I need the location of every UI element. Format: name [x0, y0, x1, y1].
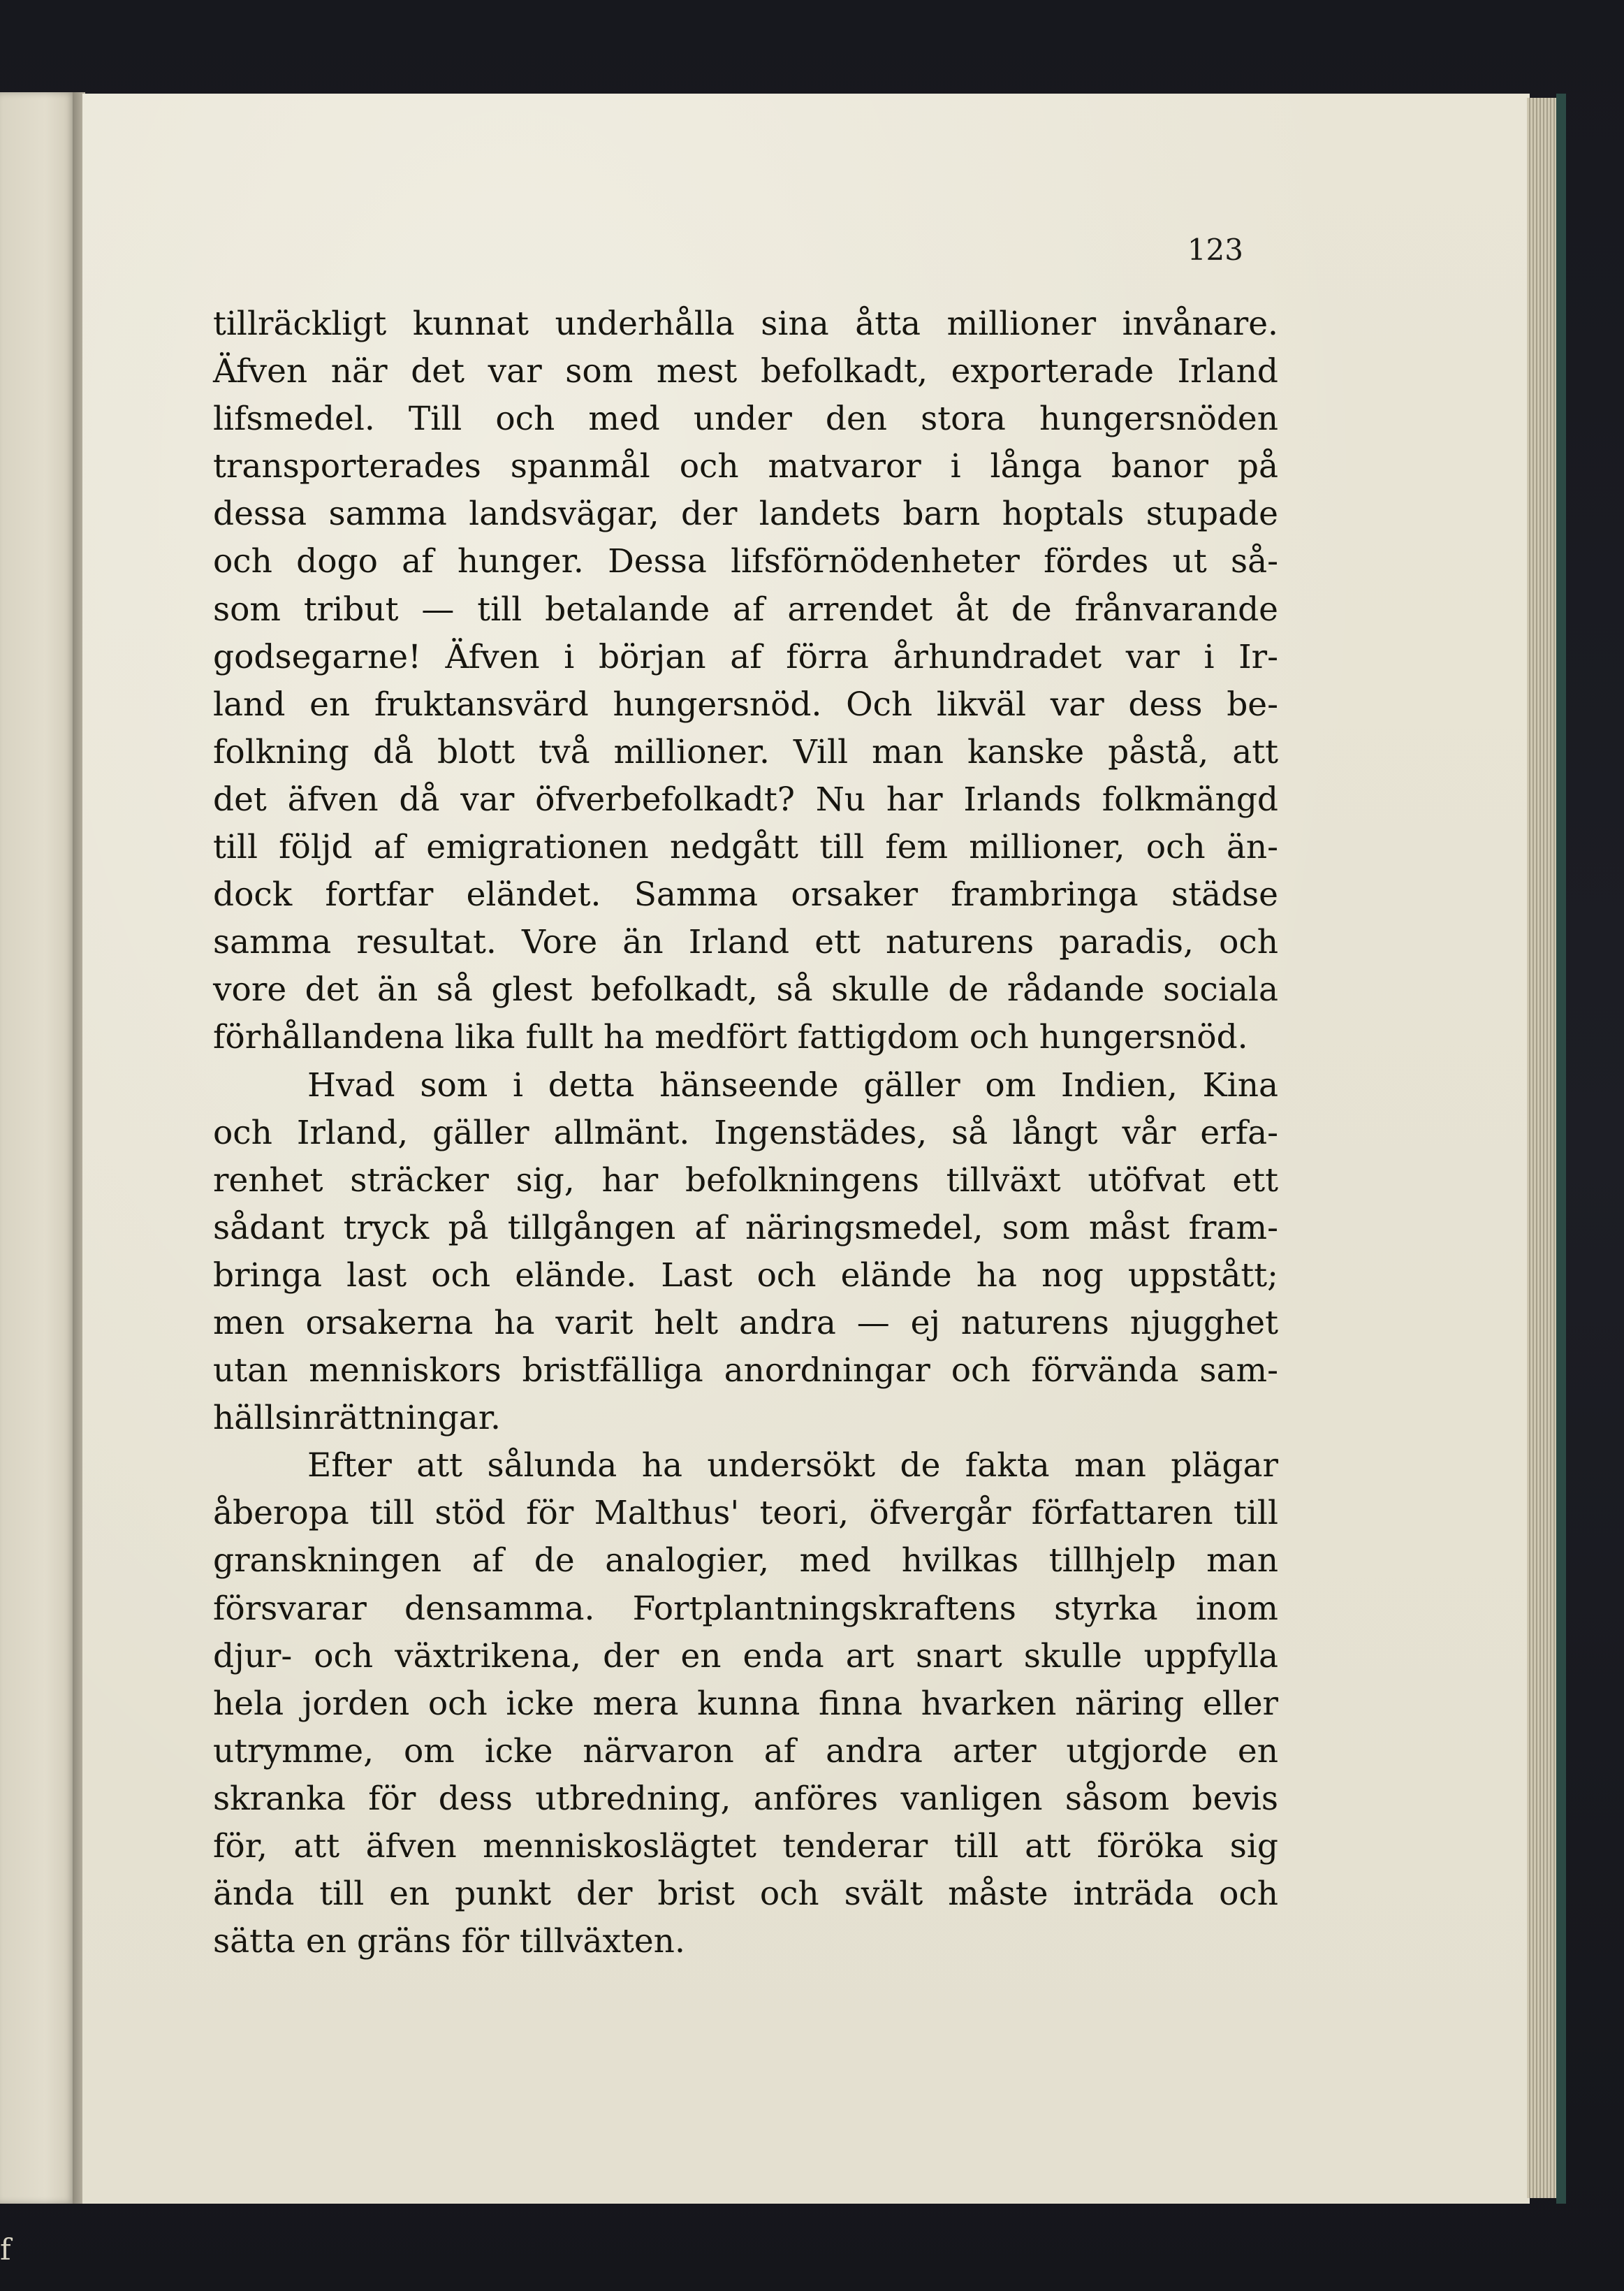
text-line: djur- och växtrikena, der en enda art snart skulle uppfylla	[213, 1636, 1278, 1675]
text-line: land en fruktansvärd hungersnöd. Och likväl var dess be-	[213, 685, 1278, 724]
text-line: vore det än så glest befolkadt, så skulle de rådande sociala	[213, 970, 1278, 1010]
text-line: lifsmedel. Till och med under den stora hungersnöden	[213, 400, 1278, 439]
text-line: dock fortfar eländet. Samma orsaker frambringa städse	[213, 875, 1278, 915]
body-text	[213, 300, 1278, 1965]
text-line: dessa samma landsvägar, der landets barn hoptals stupade	[213, 495, 1278, 534]
paragraph-end-line: hällsinrättningar.	[213, 1399, 501, 1438]
text-line: till följd af emigrationen nedgått till fem millioner, och än-	[213, 828, 1278, 867]
paragraph-end-line: förhållandena lika fullt ha medfört fattigdom och hungersnöd.	[213, 1018, 1248, 1057]
page-stack-edges	[1527, 98, 1558, 2198]
text-line: hela jorden och icke mera kunna finna hvarken näring eller	[213, 1684, 1278, 1723]
text-line: och dogo af hunger. Dessa lifsförnödenheter fördes ut så-	[213, 542, 1278, 581]
paragraph-start-line: Efter att sålunda ha undersökt de fakta man plägar	[307, 1446, 1278, 1485]
text-line: folkning då blott två millioner. Vill man kanske påstå, att	[213, 732, 1278, 771]
text-line: sådant tryck på tillgången af näringsmedel, som måst fram-	[213, 1208, 1278, 1247]
text-line: tillräckligt kunnat underhålla sina åtta millioner invånare.	[213, 305, 1278, 343]
text-line: försvarar densamma. Fortplantningskraftens styrka inom	[213, 1589, 1278, 1628]
page-number: 123	[1187, 233, 1243, 267]
scan-margin-mark: f	[0, 2232, 11, 2267]
text-line: som tribut — till betalande af arrendet åt de frånvarande	[213, 590, 1278, 629]
text-line: transporterades spanmål och matvaror i långa banor på	[213, 447, 1278, 486]
text-line: utan menniskors bristfälliga anordningar och förvända sam-	[213, 1351, 1278, 1390]
facing-page-edge	[0, 92, 75, 2204]
text-line: skranka för dess utbredning, anföres vanligen såsom bevis	[213, 1779, 1278, 1818]
text-line: granskningen af de analogier, med hvilkas tillhjelp man	[213, 1541, 1278, 1580]
text-line: det äfven då var öfverbefolkadt? Nu har Irlands folkmängd	[213, 780, 1278, 819]
paragraph-end-line: sätta en gräns för tillväxten.	[213, 1922, 685, 1961]
text-line: bringa last och elände. Last och elände ha nog uppstått;	[213, 1256, 1278, 1295]
text-line: ända till en punkt der brist och svält måste inträda och	[213, 1875, 1278, 1914]
text-line: Äfven när det var som mest befolkadt, exporterade Irland	[213, 352, 1278, 391]
book-cover-edge	[1556, 94, 1566, 2204]
text-line: godsegarne! Äfven i början af förra århundradet var i Ir-	[213, 637, 1278, 676]
text-line: åberopa till stöd för Malthus' teori, öfvergår författaren till	[213, 1494, 1278, 1533]
text-line: samma resultat. Vore än Irland ett naturens paradis, och	[213, 923, 1278, 962]
text-line: och Irland, gäller allmänt. Ingenstädes, så långt vår erfa-	[213, 1113, 1278, 1152]
text-line: för, att äfven menniskoslägtet tenderar till att föröka sig	[213, 1827, 1278, 1865]
paragraph-start-line: Hvad som i detta hänseende gäller om Indien, Kina	[307, 1066, 1278, 1105]
text-line: renhet sträcker sig, har befolkningens tillväxt utöfvat ett	[213, 1161, 1278, 1200]
text-line: utrymme, om icke närvaron af andra arter utgjorde en	[213, 1731, 1278, 1770]
text-line: men orsakerna ha varit helt andra — ej naturens njugghet	[213, 1303, 1278, 1342]
